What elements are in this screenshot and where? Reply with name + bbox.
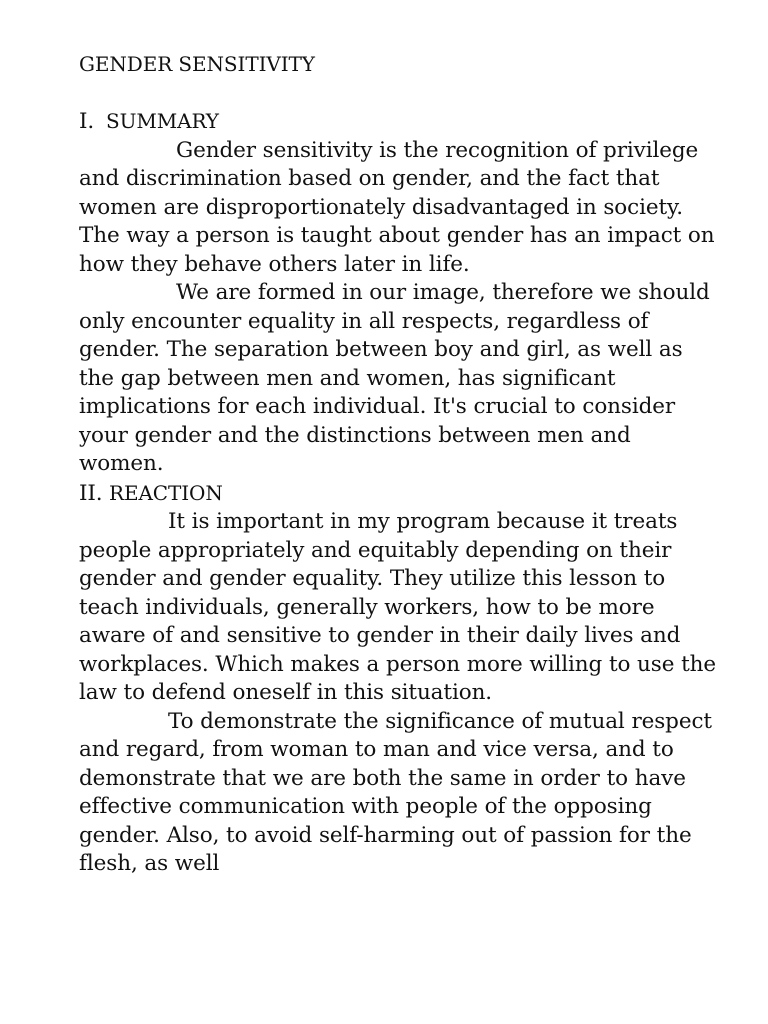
section-title: SUMMARY	[106, 109, 219, 133]
summary-paragraph-1: Gender sensitivity is the recognition of privilege and discrimination based on gender, and the fact that women are disproportionately disadvantaged in society. The way a person is taught about gender has an impact on how they behave others later in life.	[79, 137, 715, 277]
reaction-paragraph-2: To demonstrate the significance of mutual respect and regard, from woman to man and vice versa, and to demonstrate that we are both the same in order to have effective communication with people of the opposing gender. Also, to avoid self-harming out of passion for the flesh, as well	[79, 708, 712, 876]
summary-paragraph-2: We are formed in our image, therefore we should only encounter equality in all respects, regardless of gender. The separation between boy and girl, as well as the gap between men and women, has significant implications for each individual. It's crucial to consider your gender and the distinctions between men and women.	[79, 280, 710, 476]
blank-line	[79, 79, 719, 108]
section-number: I.	[79, 109, 95, 134]
section-number: II.	[79, 480, 103, 506]
section-heading-reaction	[79, 479, 719, 509]
document-title: GENDER SENSITIVITY	[79, 52, 315, 76]
document-body	[79, 50, 719, 879]
section-title: REACTION	[109, 480, 223, 505]
reaction-paragraph-1: It is important in my program because it treats people appropriately and equitably depending on their gender and gender equality. They utilize this lesson to teach individuals, generally workers, how to be more aware of and sensitive to gender in their daily lives and workplaces. Which makes a person more willing to use the law to defend oneself in this situation.	[79, 509, 717, 705]
section-heading-summary	[79, 107, 719, 137]
